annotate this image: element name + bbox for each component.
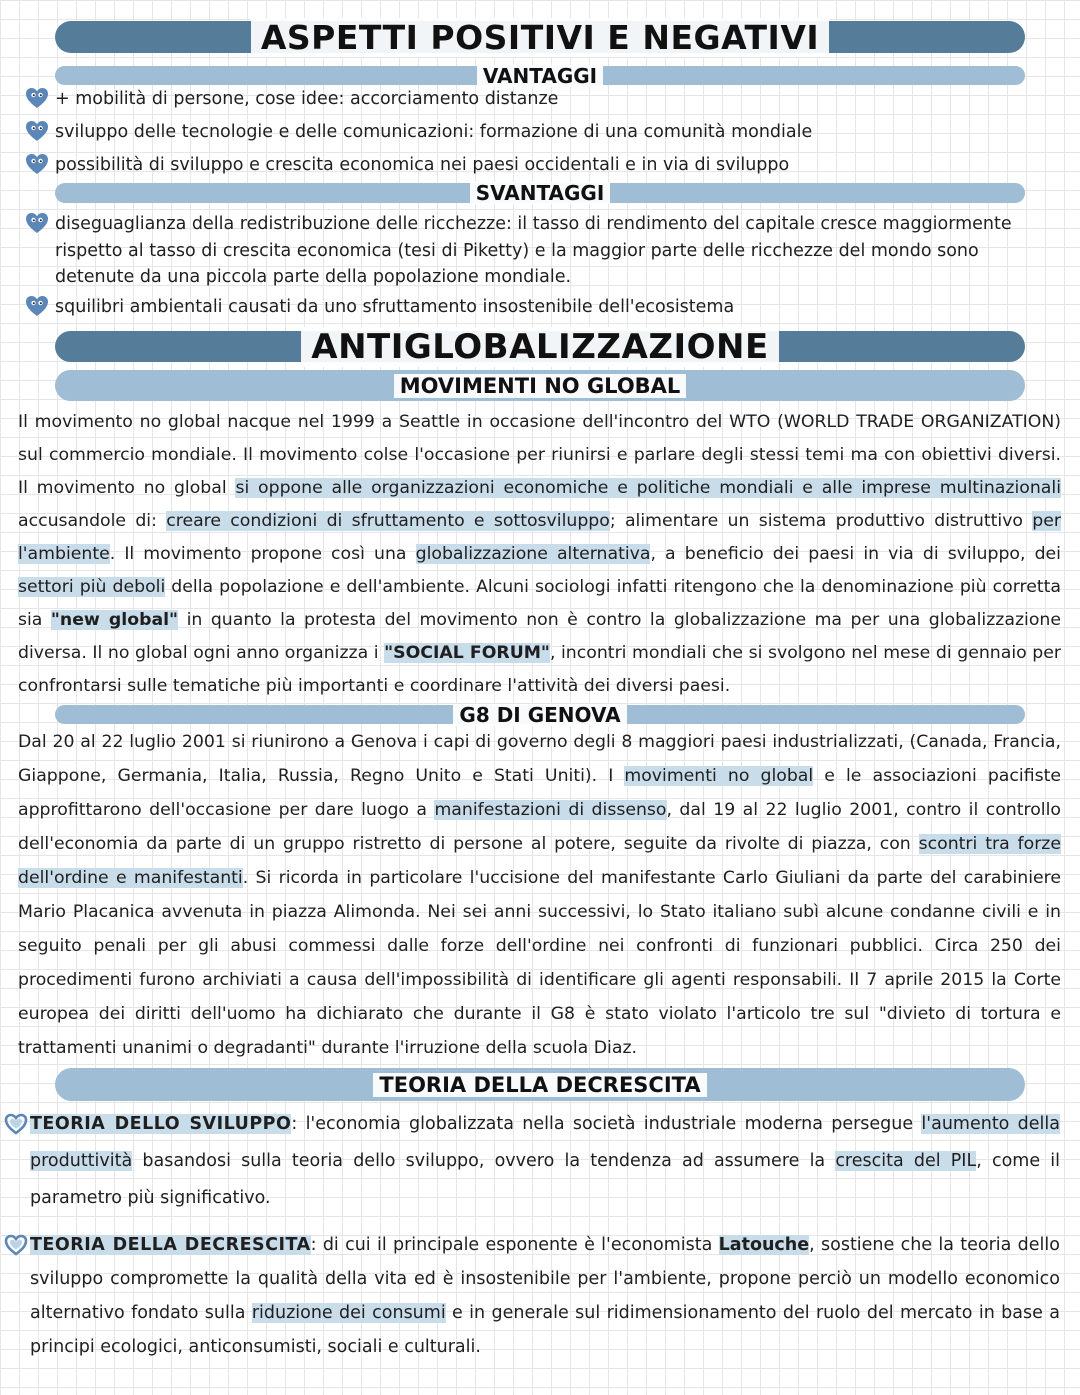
teoria-sviluppo-text: , come il parametro più significativo. <box>30 1151 1060 1208</box>
heart-face-icon <box>25 295 49 317</box>
noglobal-text: , incontri mondiali che si svolgono nel mese di gennaio per confrontarsi sulle tematiche più importanti e coordinare l'attività dei diversi paesi. <box>18 643 1061 696</box>
vantaggi-item <box>25 119 1040 146</box>
heart-outline-icon <box>4 1113 28 1135</box>
teoria-sviluppo-label: TEORIA DELLO SVILUPPO <box>30 1114 292 1134</box>
g8-text: Dal 20 al 22 luglio 2001 si riunirono a Genova i capi di governo degli 8 maggiori paesi industrializzati, (Canada, Francia, Giappone, Germania, Italia, Russia, Regno Unito e Stati Uniti). I <box>18 732 1061 786</box>
noglobal-text: , a beneficio dei paesi in via di sviluppo, dei <box>650 544 1061 564</box>
noglobal-highlight: settori più deboli <box>18 577 166 597</box>
subsection-banner-noglobal <box>55 370 1025 401</box>
g8-text: . Si ricorda in particolare l'uccisione del manifestante Carlo Giuliani da parte del carabiniere Mario Placanica avvenuta in piazza Alimonda. Nei sei anni successivi, lo Stato italiano subì alcune condanne civili e in seguito penali per gli abusi commessi dalle forze dell'ordine nei confronti di funzionari pubblici. Circa 250 dei procedimenti furono archiviati a causa dell'impossibilità di identificare gli agenti responsabili. Il 7 aprile 2015 la Corte europea dei diritti dell'uomo ha dichiarato che durante il G8 è stato violato l'articolo tre sul "divieto di tortura e trattamenti unanimi o degradanti" durante l'irruzione della scuola Diaz. <box>18 868 1061 1058</box>
g8-highlight: movimenti no global <box>624 766 814 786</box>
vantaggi-item <box>25 86 1040 113</box>
teoria-sviluppo-highlight: l'aumento della produttività <box>30 1114 1060 1171</box>
subsection-banner-vantaggi <box>55 63 1025 88</box>
teoria-decrescita-label: TEORIA DELLA DECRESCITA <box>30 1235 311 1255</box>
subsection-title-noglobal: MOVIMENTI NO GLOBAL <box>394 374 687 398</box>
noglobal-highlight: per l'ambiente <box>18 511 1061 564</box>
subsection-banner-svantaggi <box>55 183 1025 203</box>
g8-text: e le associazioni pacifiste approfittarono dell'occasione per dare luogo a <box>18 766 1061 820</box>
noglobal-text: . Il movimento propone così una <box>109 544 416 564</box>
heart-face-icon <box>25 153 49 175</box>
vantaggi-item <box>25 152 1040 179</box>
teoria-decrescita-highlight: riduzione dei consumi <box>251 1303 446 1323</box>
g8-paragraph <box>18 725 1061 1065</box>
svantaggi-item-text: diseguaglianza della redistribuzione delle ricchezze: il tasso di rendimento del capitale cresce maggiormente rispetto al tasso di crescita economica (tesi di Piketty) e la maggior parte delle ricchezze del mondo sono detenute da una piccola parte della popolazione mondiale. <box>55 214 1012 287</box>
heart-face-icon <box>25 87 49 109</box>
g8-text: , dal 19 al 22 luglio 2001, contro il controllo dell'economia da parte di un gruppo ristretto di persone al potere, seguite da rivolte di piazza, con <box>18 800 1061 854</box>
g8-highlight: manifestazioni di dissenso <box>434 800 667 820</box>
teoria-decrescita-text: , sostiene che la teoria dello sviluppo compromette la qualità della vita ed è insostenibile per l'ambiente, propone perciò un modello economico alternativo fondato sulla <box>30 1235 1060 1323</box>
teoria-sviluppo-highlight: crescita del PIL <box>835 1151 977 1171</box>
noglobal-text: Il movimento no global nacque nel 1999 a Seattle in occasione dell'incontro del WTO (WORLD TRADE ORGANIZATION) sul commercio mondiale. Il movimento colse l'occasione per riunirsi e parlare degli stessi temi ma con obiettivi diversi. Il movimento no global <box>18 412 1061 498</box>
teoria-sviluppo-text: basandosi sulla teoria dello sviluppo, ovvero la tendenza ad assumere la <box>132 1151 836 1171</box>
heart-face-icon <box>25 212 49 234</box>
noglobal-text: ; alimentare un sistema produttivo distruttivo <box>609 511 1033 531</box>
vantaggi-item-text: + mobilità di persone, cose idee: accorciamento distanze <box>55 89 559 109</box>
teoria-decrescita-text: : di cui il principale esponente è l'economista <box>310 1235 719 1255</box>
teoria-decrescita-paragraph <box>30 1228 1060 1364</box>
vantaggi-item-text: possibilità di sviluppo e crescita economica nei paesi occidentali e in via di sviluppo <box>55 155 790 175</box>
section-title-antiglobalizzazione: ANTIGLOBALIZZAZIONE <box>301 327 778 367</box>
noglobal-text: in quanto la protesta del movimento non è contro la globalizzazione ma per una globalizzazione diversa. Il no global ogni anno organizza i <box>18 610 1061 663</box>
subsection-banner-g8 <box>55 702 1025 727</box>
g8-highlight: scontri tra forze dell'ordine e manifestanti <box>18 834 1062 888</box>
teoria-decrescita-highlight: Latouche <box>718 1235 810 1255</box>
heart-outline-icon <box>4 1234 28 1256</box>
svantaggi-item-text: squilibri ambientali causati da uno sfruttamento insostenibile dell'ecosistema <box>55 297 735 317</box>
vantaggi-item-text: sviluppo delle tecnologie e delle comunicazioni: formazione di una comunità mondiale <box>55 122 813 142</box>
teoria-sviluppo-paragraph <box>30 1106 1060 1217</box>
section-banner-antiglobalizzazione <box>55 326 1025 367</box>
teoria-sviluppo-text: : l'economia globalizzata nella società industriale moderna persegue <box>291 1114 922 1134</box>
subsection-title-g8: G8 DI GENOVA <box>453 704 626 726</box>
subsection-title-vantaggi: VANTAGGI <box>477 65 603 87</box>
subsection-title-decrescita: TEORIA DELLA DECRESCITA <box>373 1073 706 1097</box>
section-title-aspetti: ASPETTI POSITIVI E NEGATIVI <box>251 18 829 57</box>
section-banner-aspetti <box>55 17 1025 57</box>
noglobal-highlight: globalizzazione alternativa <box>415 544 651 564</box>
teoria-decrescita-text: e in generale sul ridimensionamento del ruolo del mercato in base a principi ecologici, anticonsumisti, sociali e culturali. <box>30 1303 1060 1357</box>
svantaggi-item <box>25 211 1040 291</box>
subsection-title-svantaggi: SVANTAGGI <box>470 182 611 204</box>
noglobal-highlight: si oppone alle organizzazioni economiche e politiche mondiali e alle imprese multinazionali <box>235 478 1061 498</box>
noglobal-highlight: "new global" <box>50 610 179 630</box>
svantaggi-item <box>25 294 1040 321</box>
heart-face-icon <box>25 120 49 142</box>
noglobal-text: della popolazione e dell'ambiente. Alcuni sociologi infatti ritengono che la denominazione più corretta sia <box>18 577 1061 630</box>
noglobal-highlight: creare condizioni di sfruttamento e sottosviluppo <box>166 511 610 531</box>
noglobal-paragraph <box>18 406 1061 703</box>
noglobal-text: accusandole di: <box>18 511 167 531</box>
noglobal-highlight: "SOCIAL FORUM" <box>384 643 550 663</box>
subsection-banner-decrescita <box>55 1068 1025 1101</box>
